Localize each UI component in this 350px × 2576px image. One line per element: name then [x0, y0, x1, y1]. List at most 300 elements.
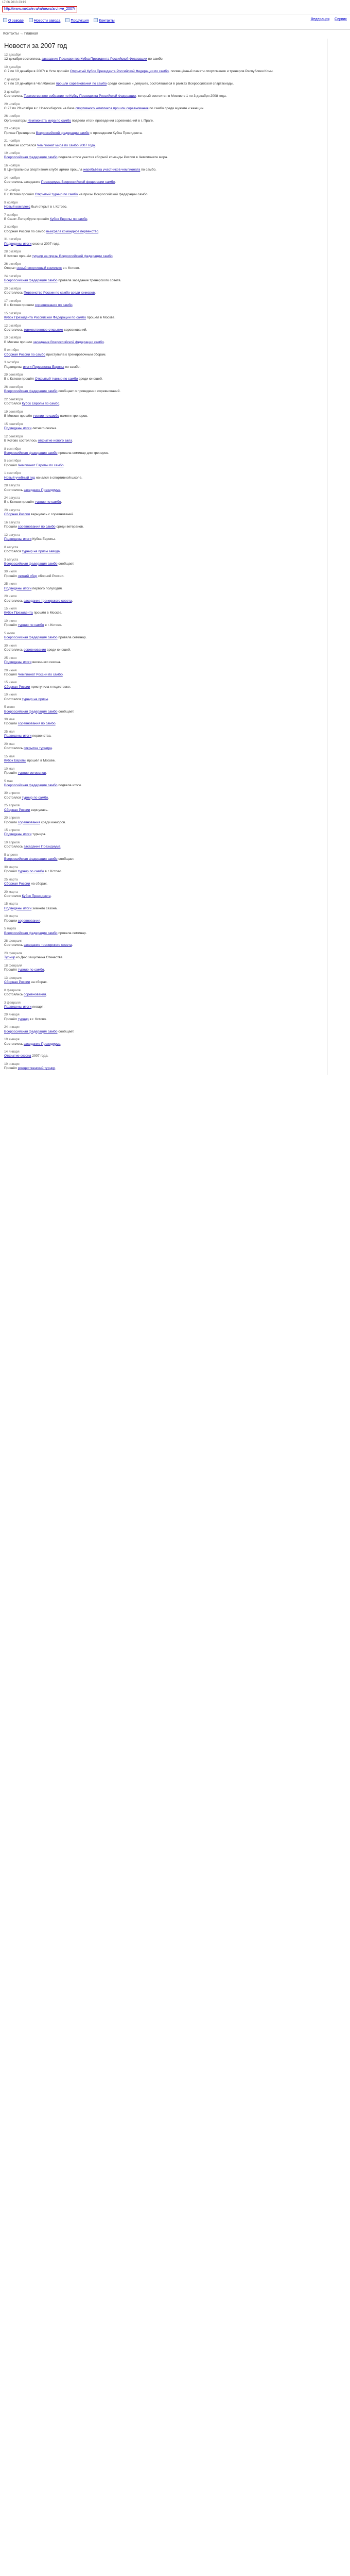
news-link[interactable]: турнир по самбо [33, 414, 59, 418]
news-link[interactable]: новый спортивный комплекс [16, 266, 62, 270]
nav-icon [65, 18, 69, 22]
news-date: 9 ноября [4, 200, 18, 205]
news-text-pre: В Кстово состоялось [4, 438, 38, 443]
news-text-pre: Прошёл [4, 968, 18, 972]
news-item [4, 312, 324, 320]
news-item [4, 139, 324, 148]
news-item [4, 447, 324, 456]
news-link[interactable]: соревнования [18, 820, 40, 824]
news-text-pre: В Москве прошёл [4, 414, 33, 418]
news-link[interactable]: Открытый турнир по самбо [34, 377, 78, 381]
nav-icon [94, 18, 98, 22]
news-date: 10 апреля [4, 841, 20, 844]
news-text-post: первенства. [31, 734, 51, 738]
news-text-post: сообщает. [57, 857, 75, 861]
news-item [4, 385, 324, 394]
news-item [4, 287, 324, 296]
news-item [4, 669, 324, 677]
news-date: 14 января [4, 1050, 20, 1054]
news-date: 3 августа [4, 557, 19, 562]
news-link[interactable]: рождественский турнир [18, 1066, 56, 1071]
news-date: 10 мая [4, 767, 15, 771]
news-item [4, 299, 324, 308]
news-date: 24 августа [4, 496, 20, 500]
news-date: 5 апреля [4, 853, 18, 857]
news-item [4, 902, 324, 911]
news-text-post: . [62, 672, 64, 676]
news-link[interactable]: заседание Всероссийской федерации самбо [33, 340, 104, 344]
news-link[interactable]: Подведены итоги [4, 427, 32, 431]
news-item [4, 471, 324, 480]
news-text-pre: Прошли [4, 525, 18, 529]
news-date: 14 ноября [4, 176, 20, 180]
news-text-pre: Организаторы [4, 118, 28, 123]
news-link[interactable]: Подведены итоги [4, 586, 32, 590]
nav-link[interactable]: О заводе [8, 19, 24, 23]
news-item [4, 509, 324, 517]
news-item [4, 65, 324, 74]
news-link[interactable]: Сборная России [4, 882, 30, 886]
news-text-post: . [95, 143, 96, 147]
news-date: 22 сентября [4, 397, 23, 401]
news-text-pre: Подведены [4, 365, 23, 369]
nav-item[interactable] [65, 18, 89, 24]
news-link[interactable]: турнир по самбо [18, 968, 44, 972]
news-date: 17 октября [4, 299, 21, 303]
news-link[interactable]: Кубок Европы [4, 759, 26, 763]
news-text-pre: Состоялось [4, 599, 24, 603]
news-date: 25 мая [4, 730, 15, 734]
news-text-post: . [55, 1066, 57, 1071]
nav-link[interactable]: Контакты [99, 19, 115, 23]
nav-icon [3, 18, 7, 22]
news-date: 20 мая [4, 742, 15, 746]
news-link[interactable]: Кубок Президента [22, 894, 51, 898]
news-link[interactable]: турнир по самбо [18, 623, 44, 628]
news-link[interactable]: Всероссийская федерация самбо [4, 451, 58, 455]
news-date: 30 июня [4, 643, 17, 648]
news-date: 28 октября [4, 250, 21, 254]
news-text-pre: В г. Кстово прошёл [4, 500, 35, 504]
news-text-pre: Состоялись [4, 648, 24, 652]
news-text-post: . [46, 993, 47, 997]
news-text-pre: Состоялось [4, 488, 24, 492]
news-link[interactable]: турнир на призы Всероссийской федерации самбо [32, 254, 113, 258]
news-link[interactable]: выиграла командное первенство [46, 229, 99, 233]
news-date: 7 декабря [4, 77, 20, 81]
news-text-pre: Прошёл [4, 1017, 18, 1021]
news-link[interactable]: Всероссийская федерация самбо [4, 1029, 58, 1033]
main-content [0, 39, 327, 1075]
top-nav-right [310, 18, 347, 22]
news-link[interactable]: открытие турнира [24, 747, 52, 751]
news-date: 21 ноября [4, 139, 20, 143]
page-body [0, 39, 350, 1075]
news-item [4, 90, 324, 99]
news-text-post: . [103, 340, 105, 344]
news-text-post: соревнований. [63, 328, 87, 332]
news-text-post: вернулась с соревнований. [30, 513, 75, 517]
news-text-post: в г. Кстово. [44, 870, 62, 874]
news-link[interactable]: Открытый турнир по самбо [34, 193, 78, 197]
top-nav [0, 14, 350, 30]
news-date: 30 июля [4, 570, 17, 574]
news-item [4, 742, 324, 751]
news-date: 26 октября [4, 262, 21, 266]
news-link[interactable]: Новый комплекс [4, 205, 30, 209]
news-text-pre: Прошёл [4, 672, 18, 676]
news-date: 12 октября [4, 324, 21, 328]
news-text-pre: Прошёл [4, 463, 18, 467]
news-text-post: среди ветеранов. [55, 525, 84, 529]
news-link[interactable]: Всероссийская федерация самбо [4, 857, 58, 861]
news-item [4, 114, 324, 123]
news-text-pre: С 7 по 10 декабря в Челябинске [4, 82, 56, 86]
news-item [4, 582, 324, 591]
news-date: 15 апреля [4, 828, 20, 833]
news-date: 5 июля [4, 631, 15, 635]
news-text-post: . [48, 795, 49, 800]
news-item [4, 595, 324, 603]
news-link[interactable]: жеребьёвка участников чемпионата [83, 168, 141, 172]
nav-right-link[interactable]: Сервис [335, 18, 347, 21]
news-link[interactable]: Кубок Президента Российской Федерации по самбо [4, 316, 86, 320]
nav-item[interactable] [94, 18, 114, 24]
news-item [4, 927, 324, 936]
news-text-pre: Состоялся [4, 549, 22, 553]
news-text-post: . [63, 463, 65, 467]
news-date: 25 июня [4, 656, 17, 660]
news-text-post: сезона 2007 года. [31, 242, 61, 246]
news-link[interactable]: Всероссийская федерация самбо [4, 931, 58, 935]
news-item [4, 976, 324, 985]
news-link[interactable]: итоги Первенства Европы [23, 365, 64, 369]
news-date: 19 сентября [4, 410, 23, 414]
news-item [4, 459, 324, 468]
news-link[interactable]: Сборная России [4, 685, 30, 689]
news-text-pre: Состоялось [4, 328, 24, 332]
news-text-post: по самбо. [64, 365, 81, 369]
news-date: 10 июля [4, 619, 17, 623]
news-link[interactable]: заседание Президентов Кубка Президента Российской Федерации [41, 57, 147, 61]
news-link[interactable]: прошли соревнования по самбо [56, 82, 107, 86]
news-item [4, 939, 324, 948]
news-text-post: сообщает. [57, 709, 75, 714]
news-item [4, 570, 324, 579]
news-item [4, 521, 324, 530]
news-item [4, 816, 324, 825]
news-text-post: в г. Кстово. [44, 623, 62, 628]
news-link[interactable]: Сборная России [4, 513, 30, 517]
news-date: 5 марта [4, 927, 16, 931]
news-link[interactable]: Подведены итоги [4, 906, 32, 910]
news-date: 28 февраля [4, 939, 23, 943]
news-text-pre: Приказ Президента [4, 131, 36, 135]
news-date: 30 мая [4, 718, 15, 722]
news-link[interactable]: Кубок Президента [4, 611, 33, 615]
news-text-pre: Прошли [4, 919, 18, 923]
news-date: 3 декабря [4, 90, 20, 94]
news-date: 29 января [4, 1013, 20, 1017]
news-text-post: весеннего сезона. [31, 660, 61, 664]
news-item [4, 866, 324, 874]
news-text-post: подвела итоги участия сборной команды России в Чемпионате мира. [57, 156, 168, 160]
news-item [4, 1001, 324, 1010]
news-date: 15 октября [4, 311, 21, 315]
news-item [4, 989, 324, 997]
news-text-post: . [60, 845, 62, 849]
news-text-post: приступила к подготовке. [30, 685, 71, 689]
news-text-post: . [87, 217, 89, 221]
nav-item[interactable] [29, 18, 61, 24]
news-link[interactable]: заседание Президиума [24, 1042, 61, 1046]
news-item [4, 496, 324, 505]
news-link[interactable]: соревнования по самбо [34, 303, 73, 308]
news-text-post: . [95, 291, 96, 295]
news-link[interactable]: Первенство России по самбо среди юниоров [24, 291, 95, 295]
news-link[interactable]: Президиума Всероссийской федерации самбо [41, 180, 115, 184]
news-link[interactable]: турнир на призы [22, 697, 48, 701]
news-link[interactable]: Подведены итоги [4, 1005, 32, 1009]
news-item [4, 422, 324, 431]
news-link[interactable]: турнир [18, 1017, 29, 1021]
news-link[interactable]: Подведены итоги [4, 734, 32, 738]
news-link[interactable]: турнир по самбо [18, 870, 44, 874]
news-date: 30 апреля [4, 791, 20, 795]
news-text-post: Кубка Европы. [31, 537, 56, 541]
news-text-pre: В г. Кстово прошли [4, 303, 35, 308]
news-item [4, 435, 324, 444]
news-date: 26 сентября [4, 385, 23, 389]
news-link[interactable]: Кубок Европы по самбо [22, 402, 60, 406]
news-date: 20 октября [4, 286, 21, 291]
news-date: 19 ноября [4, 151, 20, 156]
news-date: 18 февраля [4, 963, 23, 968]
news-text-post: . [44, 968, 45, 972]
news-text-post: сообщает. [57, 1029, 75, 1033]
nav-link[interactable]: Новости завода [33, 19, 61, 23]
news-item [4, 619, 324, 628]
capture-timestamp: 17.06.2013 23:19 [2, 1, 26, 4]
news-date: 23 ноября [4, 127, 20, 131]
news-text-pre: Прошёл [4, 870, 18, 874]
news-item [4, 1038, 324, 1046]
news-link[interactable]: турнир на призы завода [22, 549, 60, 553]
news-text-post: среди юношей. [78, 377, 103, 381]
news-item [4, 791, 324, 800]
news-date: 10 января [4, 1062, 20, 1066]
news-date: 20 июня [4, 668, 17, 672]
news-text-post: провела семинар для тренеров. [57, 451, 109, 455]
nav-link[interactable]: Продукция [71, 19, 89, 23]
news-link[interactable]: Всероссийская федерация самбо [4, 389, 58, 394]
news-date: 24 октября [4, 275, 21, 279]
news-item [4, 484, 324, 493]
news-link[interactable]: заседание Президиума [24, 488, 61, 492]
news-text-post: в г. Кстово. [28, 1017, 47, 1021]
news-link[interactable]: соревнования по самбо [18, 722, 56, 726]
news-text-pre: Прошёл [4, 623, 18, 628]
news-date: 3 октября [4, 361, 19, 365]
news-link[interactable]: Подведены итоги [4, 537, 32, 541]
news-date: 16 ноября [4, 164, 20, 168]
capture-url[interactable]: http://www.mettale.ru/ru/news/archive_2007/ [2, 6, 77, 13]
news-date: 20 апреля [4, 816, 20, 820]
news-link[interactable]: Всероссийская федерация самбо [4, 562, 58, 566]
news-text-post: подвели итоги проведения соревнований в г. Праге. [71, 118, 154, 123]
news-item [4, 262, 324, 271]
news-text-post: провела заседание тренерского совета. [57, 279, 121, 283]
news-date: 16 августа [4, 520, 20, 524]
news-link[interactable]: соревнования по самбо [18, 525, 56, 529]
news-text-pre: Прошёл [4, 1066, 18, 1071]
news-link[interactable]: Всероссийской федерации самбо [36, 131, 90, 135]
news-date: 23 февраля [4, 952, 23, 956]
news-link[interactable]: Всероссийская федерация самбо [4, 709, 58, 714]
news-item [4, 644, 324, 653]
news-link[interactable]: Всероссийская федерация самбо [4, 636, 58, 640]
news-link[interactable]: Всероссийская федерация самбо [4, 279, 58, 283]
news-link[interactable]: Открытие сезона [4, 1054, 31, 1058]
news-text-pre: С 27 по 29 ноября в г. Новосибирске на базе [4, 106, 76, 110]
news-item [4, 767, 324, 776]
news-link[interactable]: Чемпионат Европы по самбо [18, 463, 64, 467]
news-link[interactable]: Сборная России [4, 980, 30, 985]
news-date: 2 ноября [4, 225, 18, 229]
news-date: 28 августа [4, 484, 20, 488]
news-link[interactable]: Турнир [4, 956, 15, 960]
news-date: 29 сентября [4, 373, 23, 377]
news-link[interactable]: спортивного комплекса прошли соревнования [75, 106, 149, 110]
news-text-pre: Сборная России по самбо [4, 229, 46, 233]
news-item [4, 250, 324, 259]
news-item [4, 952, 324, 960]
news-link[interactable]: заседание тренерского совета [24, 599, 72, 603]
news-item [4, 361, 324, 369]
news-date: 5 июня [4, 705, 15, 709]
news-link[interactable]: заседание Президиума [24, 845, 61, 849]
news-text-post: турнира. [31, 833, 46, 837]
news-text-post: первого полугодия. [31, 586, 63, 590]
news-item [4, 878, 324, 887]
news-item [4, 1062, 324, 1071]
news-date: 8 февраля [4, 988, 21, 992]
news-text-post: памяти тренеров. [59, 414, 88, 418]
news-item [4, 1013, 324, 1022]
news-date: 10 марта [4, 914, 18, 919]
news-date: 7 ноября [4, 213, 18, 217]
news-item [4, 828, 324, 837]
news-text-pre: В Санкт-Петербурге прошёл [4, 217, 50, 221]
news-item [4, 804, 324, 812]
news-date: 10 июня [4, 693, 17, 697]
news-date: 15 марта [4, 902, 18, 906]
news-text-pre: Состоялось [4, 1042, 24, 1046]
news-date: 10 декабря [4, 65, 22, 69]
news-item [4, 398, 324, 406]
news-text-pre: В Кстово прошёл [4, 254, 32, 258]
news-date: 15 сентября [4, 422, 23, 426]
news-link[interactable]: соревнования [18, 919, 40, 923]
news-text-pre: Прошёл [4, 771, 18, 775]
news-text-post: . [50, 894, 52, 898]
news-link[interactable]: Сборная России по самбо [4, 352, 46, 357]
news-link[interactable]: открытие нового зала [38, 438, 72, 443]
news-date: 1 сентября [4, 471, 21, 476]
capture-header [0, 0, 350, 14]
news-date: 5 сентября [4, 459, 21, 463]
news-link[interactable]: торжественное открытие [24, 328, 63, 332]
news-link[interactable]: Открытый Кубок Президента Российской Федерации по самбо [70, 70, 169, 74]
news-link[interactable]: Сборная России [4, 808, 30, 812]
news-text-post: среди юношей. [46, 648, 71, 652]
news-link[interactable]: Чемпионата мира по самбо [27, 118, 71, 123]
news-text-post: в г. Кстово. [62, 266, 80, 270]
news-link[interactable]: соревнования [24, 993, 46, 997]
news-text-post: провела семинар. [57, 636, 87, 640]
news-link[interactable]: Чемпионат России по самбо [18, 672, 63, 676]
news-text-pre: В г. Кстово прошёл [4, 377, 35, 381]
news-link[interactable]: Подведены итоги [4, 242, 32, 246]
news-text-post: . [72, 599, 73, 603]
news-link[interactable]: заседание тренерского совета [24, 943, 72, 947]
news-link[interactable]: Торжественное собрание по Кубку Президента Российской Федерации [24, 94, 136, 98]
news-link[interactable]: турнир по самбо [34, 500, 61, 504]
news-link[interactable]: Подведены итоги [4, 660, 32, 664]
news-item [4, 238, 324, 246]
news-item [4, 730, 324, 739]
news-date: 31 октября [4, 238, 21, 242]
top-nav-left [3, 18, 347, 24]
news-date: 20 июля [4, 595, 17, 599]
news-text-post: сборной России. [37, 574, 64, 578]
nav-item[interactable] [3, 18, 24, 24]
news-text-post: на сборах. [30, 882, 48, 886]
news-text-post: начался в спортивной школе. [34, 476, 83, 480]
news-text-post: ко Дню защитника Отечества. [15, 956, 64, 960]
news-text-pre: Прошёл [4, 574, 18, 578]
news-link[interactable]: Новый учебный год [4, 476, 35, 480]
news-item [4, 201, 324, 210]
news-link[interactable]: Подведены итоги [4, 833, 32, 837]
news-link[interactable]: Чемпионат мира по самбо 2007 года [37, 143, 95, 147]
news-link[interactable]: соревнования [24, 648, 46, 652]
news-text-pre: Состоялось [4, 94, 24, 98]
news-date: 19 января [4, 1038, 20, 1042]
news-link[interactable]: летний сбор [18, 574, 38, 578]
news-link[interactable]: турнир по самбо [22, 795, 48, 800]
news-text-post: . [40, 919, 41, 923]
news-text-post: . [115, 180, 116, 184]
news-link[interactable]: Кубок Европы по самбо [49, 217, 87, 221]
news-text-post: . [61, 500, 62, 504]
news-link[interactable]: Всероссийская федерация самбо [4, 783, 58, 787]
news-item [4, 656, 324, 665]
news-item [4, 779, 324, 788]
news-item [4, 213, 324, 222]
news-text-post: на призы Всероссийской федерации самбо. [78, 193, 149, 197]
news-text-post: по самбо. [140, 168, 156, 172]
news-date: 12 сентября [4, 434, 23, 438]
news-text-post: января. [31, 1005, 45, 1009]
news-text-post: подвела итоги. [57, 783, 82, 787]
nav-right-link[interactable]: Федерация [310, 18, 330, 21]
news-link[interactable]: турнир ветеранов [18, 771, 46, 775]
news-text-post: , который состоится в Москве с 1 по 3 декабря 2008 года. [135, 94, 227, 98]
news-link[interactable]: Всероссийская федерация самбо [4, 156, 58, 160]
news-item [4, 533, 324, 542]
news-date: 25 июля [4, 582, 17, 586]
